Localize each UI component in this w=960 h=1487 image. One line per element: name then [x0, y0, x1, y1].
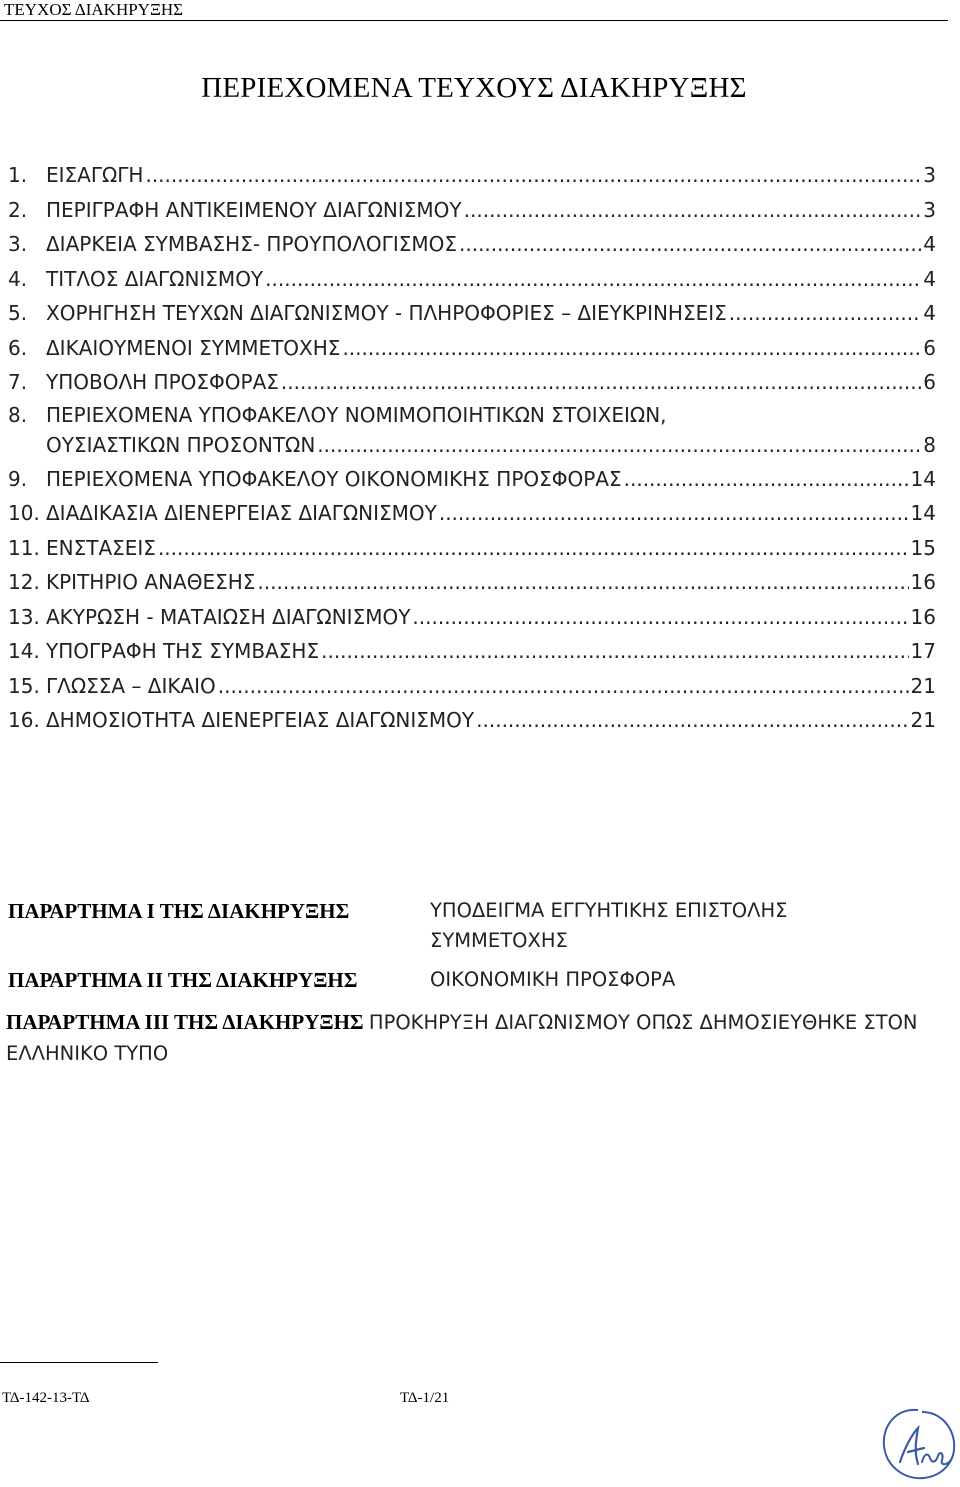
- toc-entry-9[interactable]: [8, 462, 936, 497]
- toc-entry-6[interactable]: [8, 331, 936, 366]
- toc-page-number: 16: [910, 570, 936, 594]
- toc-label: ΔΙΑΔΙΚΑΣΙΑ ΔΙΕΝΕΡΓΕΙΑΣ ΔΙΑΓΩΝΙΣΜΟΥ: [46, 501, 437, 525]
- toc-number: 8.: [8, 402, 28, 427]
- toc-leader: [476, 703, 908, 738]
- toc-leader: [265, 262, 921, 297]
- toc-page-number: 4: [923, 266, 936, 291]
- appendix-label: ΠΑΡΑΡΤΗΜΑ ΙΙ ΤΗΣ ΔΙΑΚΗΡΥΞΗΣ: [8, 968, 358, 992]
- header-rule: [0, 20, 948, 21]
- toc-label: ΥΠΟΓΡΑΦΗ ΤΗΣ ΣΥΜΒΑΣΗΣ: [46, 639, 320, 663]
- document-code: ΤΔ-142-13-ΤΔ: [2, 1390, 90, 1406]
- toc-leader: [459, 227, 921, 262]
- toc-entry-13[interactable]: [8, 600, 936, 635]
- page-title: ΠΕΡΙΕΧΟΜΕΝΑ ΤΕΥΧΟΥΣ ΔΙΑΚΗΡΥΞΗΣ: [201, 72, 747, 104]
- toc-entry-1[interactable]: [8, 158, 936, 193]
- toc-page-number: 6: [923, 335, 936, 360]
- toc-number: 15.: [8, 673, 40, 698]
- toc-label: ΠΕΡΙΓΡΑΦΗ ΑΝΤΙΚΕΙΜΕΝΟΥ ΔΙΑΓΩΝΙΣΜΟΥ: [46, 197, 462, 222]
- toc-number: 16.: [8, 708, 40, 732]
- toc-page-number: 14: [910, 466, 936, 491]
- appendix-description: ΥΠΟΔΕΙΓΜΑ ΕΓΓΥΗΤΙΚΗΣ ΕΠΙΣΤΟΛΗΣ ΣΥΜΜΕΤΟΧΗΣ: [430, 899, 788, 952]
- toc-leader: [321, 634, 908, 669]
- toc-label: ΠΕΡΙΕΧΟΜΕΝΑ ΥΠΟΦΑΚΕΛΟΥ ΝΟΜΙΜΟΠΟΙΗΤΙΚΩΝ ΣΤΟΙΧΕΙΩΝ,: [46, 402, 667, 427]
- toc-leader: [257, 565, 908, 600]
- toc-entry-10[interactable]: [8, 496, 936, 531]
- toc-leader: [145, 158, 921, 193]
- toc-label: ΧΟΡΗΓΗΣΗ ΤΕΥΧΩΝ ΔΙΑΓΩΝΙΣΜΟΥ - ΠΛΗΡΟΦΟΡΙΕΣ – ΔΙΕΥΚΡΙΝΗΣΕΙΣ: [46, 301, 727, 325]
- toc-entry-15[interactable]: [8, 669, 936, 704]
- toc-page-number: 15: [910, 535, 936, 560]
- toc-entry-7[interactable]: [8, 365, 936, 400]
- toc-number: 4.: [8, 266, 28, 291]
- toc-leader: [729, 296, 921, 331]
- toc-page-number: 21: [910, 708, 936, 732]
- toc-leader: [412, 600, 908, 635]
- toc-label: ΑΚΥΡΩΣΗ - ΜΑΤΑΙΩΣΗ ΔΙΑΓΩΝΙΣΜΟΥ: [46, 604, 411, 629]
- toc-label: ΔΗΜΟΣΙΟΤΗΤΑ ΔΙΕΝΕΡΓΕΙΑΣ ΔΙΑΓΩΝΙΣΜΟΥ: [46, 708, 475, 732]
- appendix-description: ΟΙΚΟΝΟΜΙΚΗ ΠΡΟΣΦΟΡΑ: [430, 968, 676, 991]
- toc-leader: [624, 462, 909, 497]
- toc-leader: [464, 193, 922, 228]
- toc-number: 9.: [8, 466, 28, 491]
- toc-label: ΤΙΤΛΟΣ ΔΙΑΓΩΝΙΣΜΟΥ: [46, 266, 264, 291]
- appendix-2: [8, 965, 948, 995]
- footer-rule: [0, 1362, 158, 1363]
- toc-number: 12.: [8, 570, 40, 594]
- page-number: ΤΔ-1/21: [400, 1390, 450, 1406]
- running-header: ΤΕΥΧΟΣ ΔΙΑΚΗΡΥΞΗΣ: [4, 0, 184, 19]
- toc-page-number: 6: [923, 370, 936, 394]
- toc-label: ΔΙΑΡΚΕΙΑ ΣΥΜΒΑΣΗΣ- ΠΡΟΥΠΟΛΟΓΙΣΜΟΣ: [46, 232, 457, 256]
- toc-number: 10.: [8, 501, 40, 525]
- toc-page-number: 21: [910, 673, 936, 698]
- appendix-label: ΠΑΡΑΡΤΗΜΑ ΙΙΙ ΤΗΣ ΔΙΑΚΗΡΥΞΗΣ: [6, 1010, 364, 1034]
- toc-number: 14.: [8, 639, 40, 663]
- toc-page-number: 8: [923, 432, 936, 457]
- toc-leader: [281, 365, 921, 400]
- toc-label: ΚΡΙΤΗΡΙΟ ΑΝΑΘΕΣΗΣ: [46, 570, 256, 594]
- toc-page-number: 4: [923, 232, 936, 256]
- toc-label: ΓΛΩΣΣΑ – ΔΙΚΑΙΟ: [46, 673, 216, 698]
- toc-number: 3.: [8, 232, 28, 256]
- toc-leader: [158, 531, 909, 566]
- toc-entry-14[interactable]: [8, 634, 936, 669]
- toc-entry-11[interactable]: [8, 531, 936, 566]
- toc-entry-4[interactable]: [8, 262, 936, 297]
- toc-page-number: 17: [910, 639, 936, 663]
- toc-page-number: 3: [923, 197, 936, 222]
- table-of-contents: [8, 158, 936, 738]
- toc-label: ΕΝΣΤΑΣΕΙΣ: [46, 535, 156, 560]
- toc-leader: [342, 331, 921, 366]
- toc-number: 6.: [8, 335, 28, 360]
- toc-number: 7.: [8, 370, 28, 394]
- toc-label: ΥΠΟΒΟΛΗ ΠΡΟΣΦΟΡΑΣ: [46, 370, 279, 394]
- appendix-label: ΠΑΡΑΡΤΗΜΑ Ι ΤΗΣ ΔΙΑΚΗΡΥΞΗΣ: [8, 899, 350, 923]
- toc-page-number: 3: [923, 163, 936, 187]
- toc-number: 5.: [8, 301, 28, 325]
- toc-entry-3[interactable]: [8, 227, 936, 262]
- toc-label: ΠΕΡΙΕΧΟΜΕΝΑ ΥΠΟΦΑΚΕΛΟΥ ΟΙΚΟΝΟΜΙΚΗΣ ΠΡΟΣΦΟΡΑΣ: [46, 466, 622, 491]
- toc-page-number: 4: [923, 301, 936, 325]
- toc-page-number: 16: [910, 604, 936, 629]
- appendix-1: [8, 896, 948, 956]
- appendix-description: ΠΡΟΚΗΡΥΞΗ ΔΙΑΓΩΝΙΣΜΟΥ ΟΠΩΣ ΔΗΜΟΣΙΕΥΘΗΚΕ ΣΤΟΝ ΕΛΛΗΝΙΚΟ ΤΥΠΟ: [6, 1011, 918, 1065]
- signature-stamp: [878, 1404, 958, 1484]
- toc-number: 2.: [8, 197, 28, 222]
- toc-number: 11.: [8, 535, 40, 560]
- toc-entry-16[interactable]: [8, 703, 936, 738]
- toc-leader: [317, 430, 921, 460]
- toc-entry-12[interactable]: [8, 565, 936, 600]
- toc-page-number: 14: [910, 501, 936, 525]
- toc-entry-8[interactable]: [8, 400, 936, 462]
- toc-leader: [218, 669, 909, 704]
- toc-entry-2[interactable]: [8, 193, 936, 228]
- toc-label: ΕΙΣΑΓΩΓΗ: [46, 163, 144, 187]
- toc-leader: [439, 496, 909, 531]
- toc-label-continuation: ΟΥΣΙΑΣΤΙΚΩΝ ΠΡΟΣΟΝΤΩΝ: [46, 432, 316, 457]
- toc-number: 13.: [8, 604, 40, 629]
- toc-number: 1.: [8, 163, 28, 187]
- toc-entry-5[interactable]: [8, 296, 936, 331]
- toc-label: ΔΙΚΑΙΟΥΜΕΝΟΙ ΣΥΜΜΕΤΟΧΗΣ: [46, 335, 341, 360]
- appendix-3: [6, 1007, 946, 1069]
